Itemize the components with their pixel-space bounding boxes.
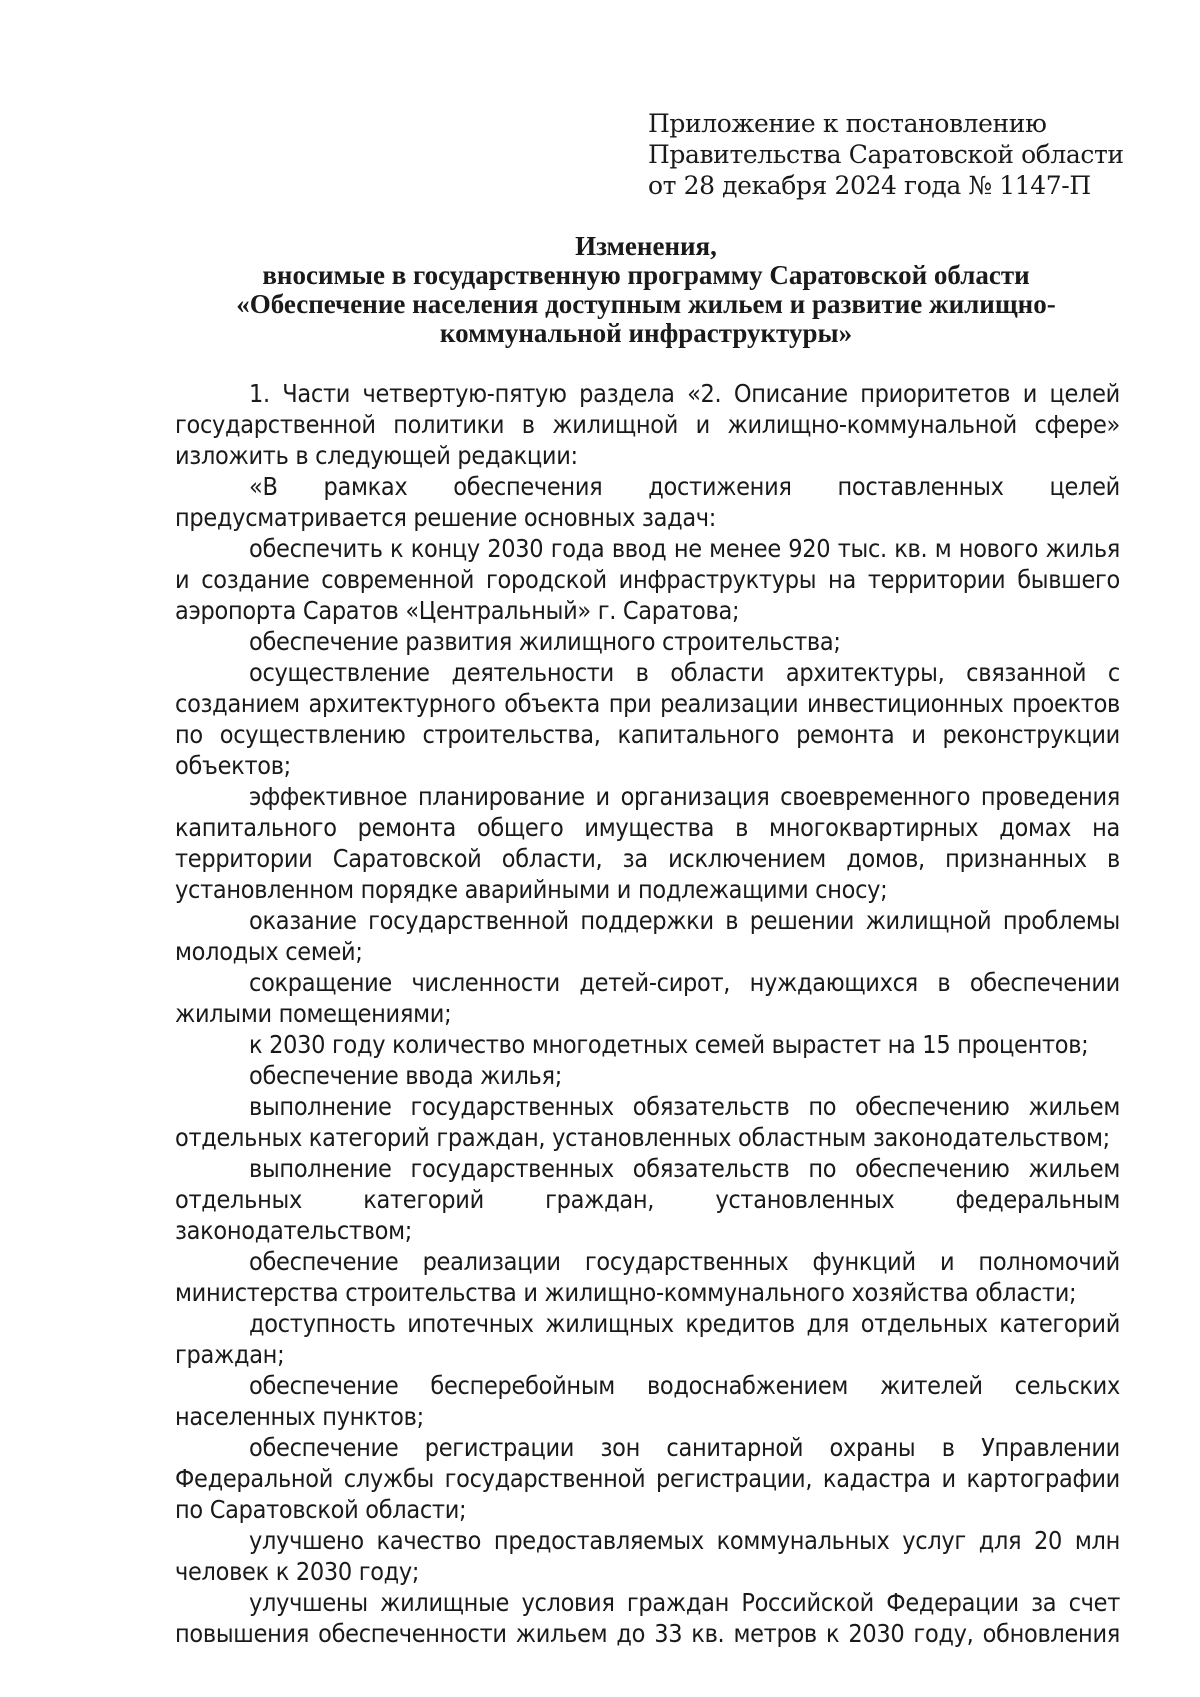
paragraph: обеспечение ввода жилья;	[249, 1061, 562, 1090]
paragraph: «В рамках обеспечения достижения поставленных целей предусматривается решение основных задач:	[175, 472, 1120, 532]
paragraph: осуществление деятельности в области архитектуры, связанной с созданием архитектурного объекта при реализации инвестиционных проектов по осуществлению строительства, капитального ремонта и реконструкции объектов;	[175, 658, 1120, 780]
title-line: Изменения,	[575, 231, 717, 261]
appendix-header-line: от 28 декабря 2024 года № 1147-П	[648, 171, 1091, 200]
appendix-header-line: Приложение к постановлению	[648, 109, 1047, 138]
paragraph: эффективное планирование и организация своевременного проведения капитального ремонта общего имущества в многоквартирных домах на территории Саратовской области, за исключением домов, признанных в установленном порядке аварийными и подлежащими сносу;	[175, 782, 1120, 904]
paragraph: обеспечение регистрации зон санитарной охраны в Управлении Федеральной службы государственной регистрации, кадастра и картографии по Саратовской области;	[175, 1433, 1120, 1524]
paragraph: доступность ипотечных жилищных кредитов для отдельных категорий граждан;	[175, 1309, 1120, 1369]
appendix-header	[648, 108, 1128, 201]
paragraph: выполнение государственных обязательств по обеспечению жильем отдельных категорий граждан, установленных федеральным законодательством;	[175, 1154, 1120, 1245]
title-line: «Обеспечение населения доступным жильем и развитие жилищно-	[236, 289, 1056, 319]
title-line: коммунальной инфраструктуры»	[439, 318, 853, 348]
paragraph: улучшены жилищные условия граждан Российской Федерации за счет повышения обеспеченности жильем до 33 кв. метров к 2030 году, обновления	[175, 1588, 1120, 1648]
document-body	[175, 378, 1120, 1649]
paragraph: улучшено качество предоставляемых коммунальных услуг для 20 млн человек к 2030 году;	[175, 1526, 1120, 1586]
document-title	[176, 232, 1116, 348]
paragraph: обеспечение развития жилищного строительства;	[249, 627, 841, 656]
paragraph: обеспечить к концу 2030 года ввод не менее 920 тыс. кв. м нового жилья и создание современной городской инфраструктуры на территории бывшего аэропорта Саратов «Центральный» г. Саратова;	[175, 534, 1120, 625]
paragraph: обеспечение реализации государственных функций и полномочий министерства строительства и жилищно-коммунального хозяйства области;	[175, 1247, 1120, 1307]
paragraph: оказание государственной поддержки в решении жилищной проблемы молодых семей;	[175, 906, 1120, 966]
paragraph: сокращение численности детей-сирот, нуждающихся в обеспечении жилыми помещениями;	[175, 968, 1120, 1028]
appendix-header-line: Правительства Саратовской области	[648, 140, 1124, 169]
paragraph: выполнение государственных обязательств по обеспечению жильем отдельных категорий граждан, установленных областным законодательством;	[175, 1092, 1120, 1152]
paragraph: к 2030 году количество многодетных семей вырастет на 15 процентов;	[249, 1030, 1089, 1059]
title-line: вносимые в государственную программу Саратовской области	[262, 260, 1030, 290]
paragraph: 1. Части четвертую-пятую раздела «2. Описание приоритетов и целей государственной политики в жилищной и жилищно-коммунальной сфере» изложить в следующей редакции:	[175, 379, 1120, 470]
paragraph: обеспечение бесперебойным водоснабжением жителей сельских населенных пунктов;	[175, 1371, 1120, 1431]
